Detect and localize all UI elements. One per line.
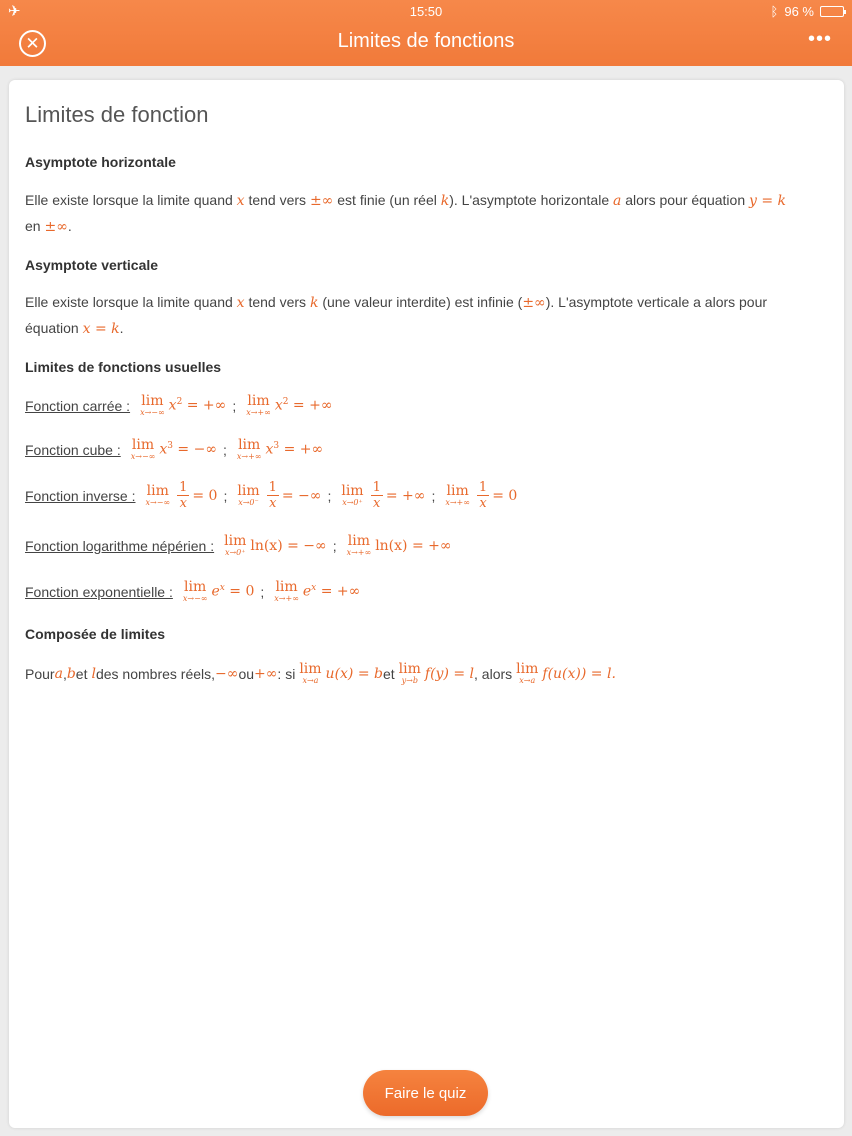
battery-icon [820,6,844,17]
status-time: 15:50 [409,4,443,19]
paragraph-horizontal: Elle existe lorsque la limite quand x tend vers ±∞ est finie (un réel k). L'asymptote horizontale a alors pour équation y = k en ±∞. [25,192,787,235]
paragraph-compose: Pour a , b et l des nombres réels, −∞ ou +∞ : si lim x→a u(x) = b et lim y→b f(y) = l , alors lim x→a f(u(x)) = l. [25,661,616,685]
status-bar [0,0,852,22]
airplane-icon: ✈ [8,3,21,20]
usual-exp: Fonction exponentielle : lim x→−∞ $e^x = 0$ ; lim x→+∞ $e^x$ = +∞ [25,579,361,603]
bluetooth-icon: ᛒ [770,4,779,19]
usual-carree: Fonction carrée : lim x→−∞ $x^2$ = +∞ ; lim x→+∞ $x^2$ = +∞ [25,393,333,417]
paragraph-vertical: Elle existe lorsque la limite quand x tend vers k (une valeur interdite) est infinie (±∞). L'asymptote verticale a alors pour équation x = k. [25,294,768,337]
section-title-vertical: Asymptote verticale [25,257,159,273]
more-icon: ••• [807,28,832,50]
page-heading: Limites de fonction [25,102,209,127]
status-right [771,4,844,19]
nav-title: Limites de fonctions [337,30,515,52]
usual-inverse: Fonction inverse : lim x→−∞ $\frac{1}{x}$ = 0 ; lim x→0⁻ $\frac{1}{x}$ = −∞ ; lim x→0⁺ $\frac{1}{x}$ = +∞ ; lim x→+∞ $\frac{1}{x}$ = 0 [25,480,518,511]
quiz-button[interactable]: Faire le quiz [363,1070,488,1116]
usual-cube: Fonction cube : lim x→−∞ $x^3$ = −∞ ; lim x→+∞ $x^3$ = +∞ [25,437,324,461]
close-icon: ✕ [25,34,40,53]
content-card [9,80,844,1128]
section-title-usual: Limites de fonctions usuelles [25,359,222,375]
usual-log: Fonction logarithme népérien : lim x→0⁺ ln(x) = −∞ ; lim x→+∞ ln(x) = +∞ [25,533,452,557]
app-header [0,0,852,66]
section-title-horizontal: Asymptote horizontale [25,154,176,170]
more-button[interactable] [808,28,832,51]
section-title-compose: Composée de limites [25,626,166,642]
battery-percent: 96 % [784,4,814,19]
